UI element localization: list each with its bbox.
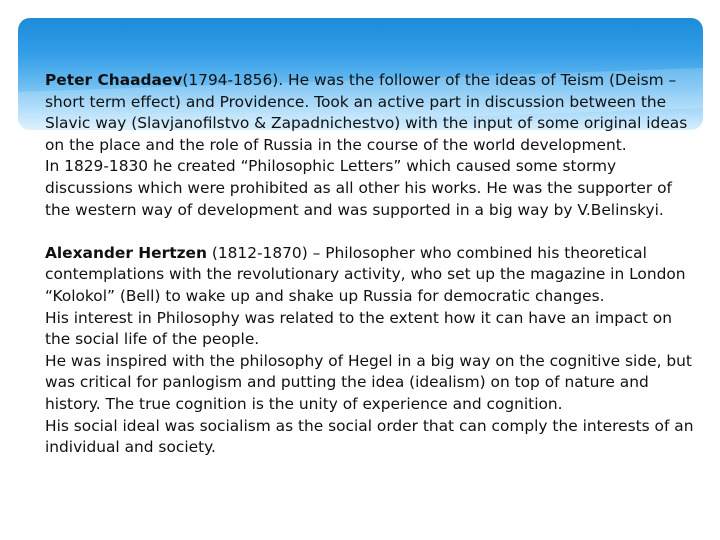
chaadaev-letters-paragraph: In 1829-1830 he created “Philosophic Letters” which caused some stormy discussions which were prohibited as all other his works. He was the supporter of the western way of development and was supported in a big way by V.Belinskyi. [45,157,672,219]
chaadaev-paragraph [45,70,700,156]
hertzen-paragraph [45,243,700,308]
hertzen-interest-paragraph: His interest in Philosophy was related to the extent how it can have an impact on the social life of the people. [45,308,672,349]
slide-text [45,70,700,459]
hertzen-text: (1812-1870) – Philosopher who combined his theoretical contemplations with the revolutionary activity, who set up the magazine in London “Kolokol” (Bell) to wake up and shake up Russia for democratic changes. [45,243,686,305]
hertzen-name: Alexander Hertzen [45,243,207,262]
banner-gloss [18,18,703,66]
chaadaev-name: Peter Chaadaev [45,71,183,89]
chaadaev-text: (1794-1856). He was the follower of the ideas of Teism (Deism – short term effect) and Providence. Took an active part in discussion between the Slavic way (Slavjanofilstvo & Zapadnichestvo) with the input of some original ideas on the place and the role of Russia in the course of the world development. [45,71,688,154]
paragraph-gap [45,221,700,243]
hertzen-hegel-paragraph: He was inspired with the philosophy of Hegel in a big way on the cognitive side, but was critical for panlogism and putting the idea (idealism) on top of nature and history. The true cognition is the unity of experience and cognition. [45,351,692,413]
hertzen-social-paragraph: His social ideal was socialism as the social order that can comply the interests of an individual and society. [45,416,694,457]
